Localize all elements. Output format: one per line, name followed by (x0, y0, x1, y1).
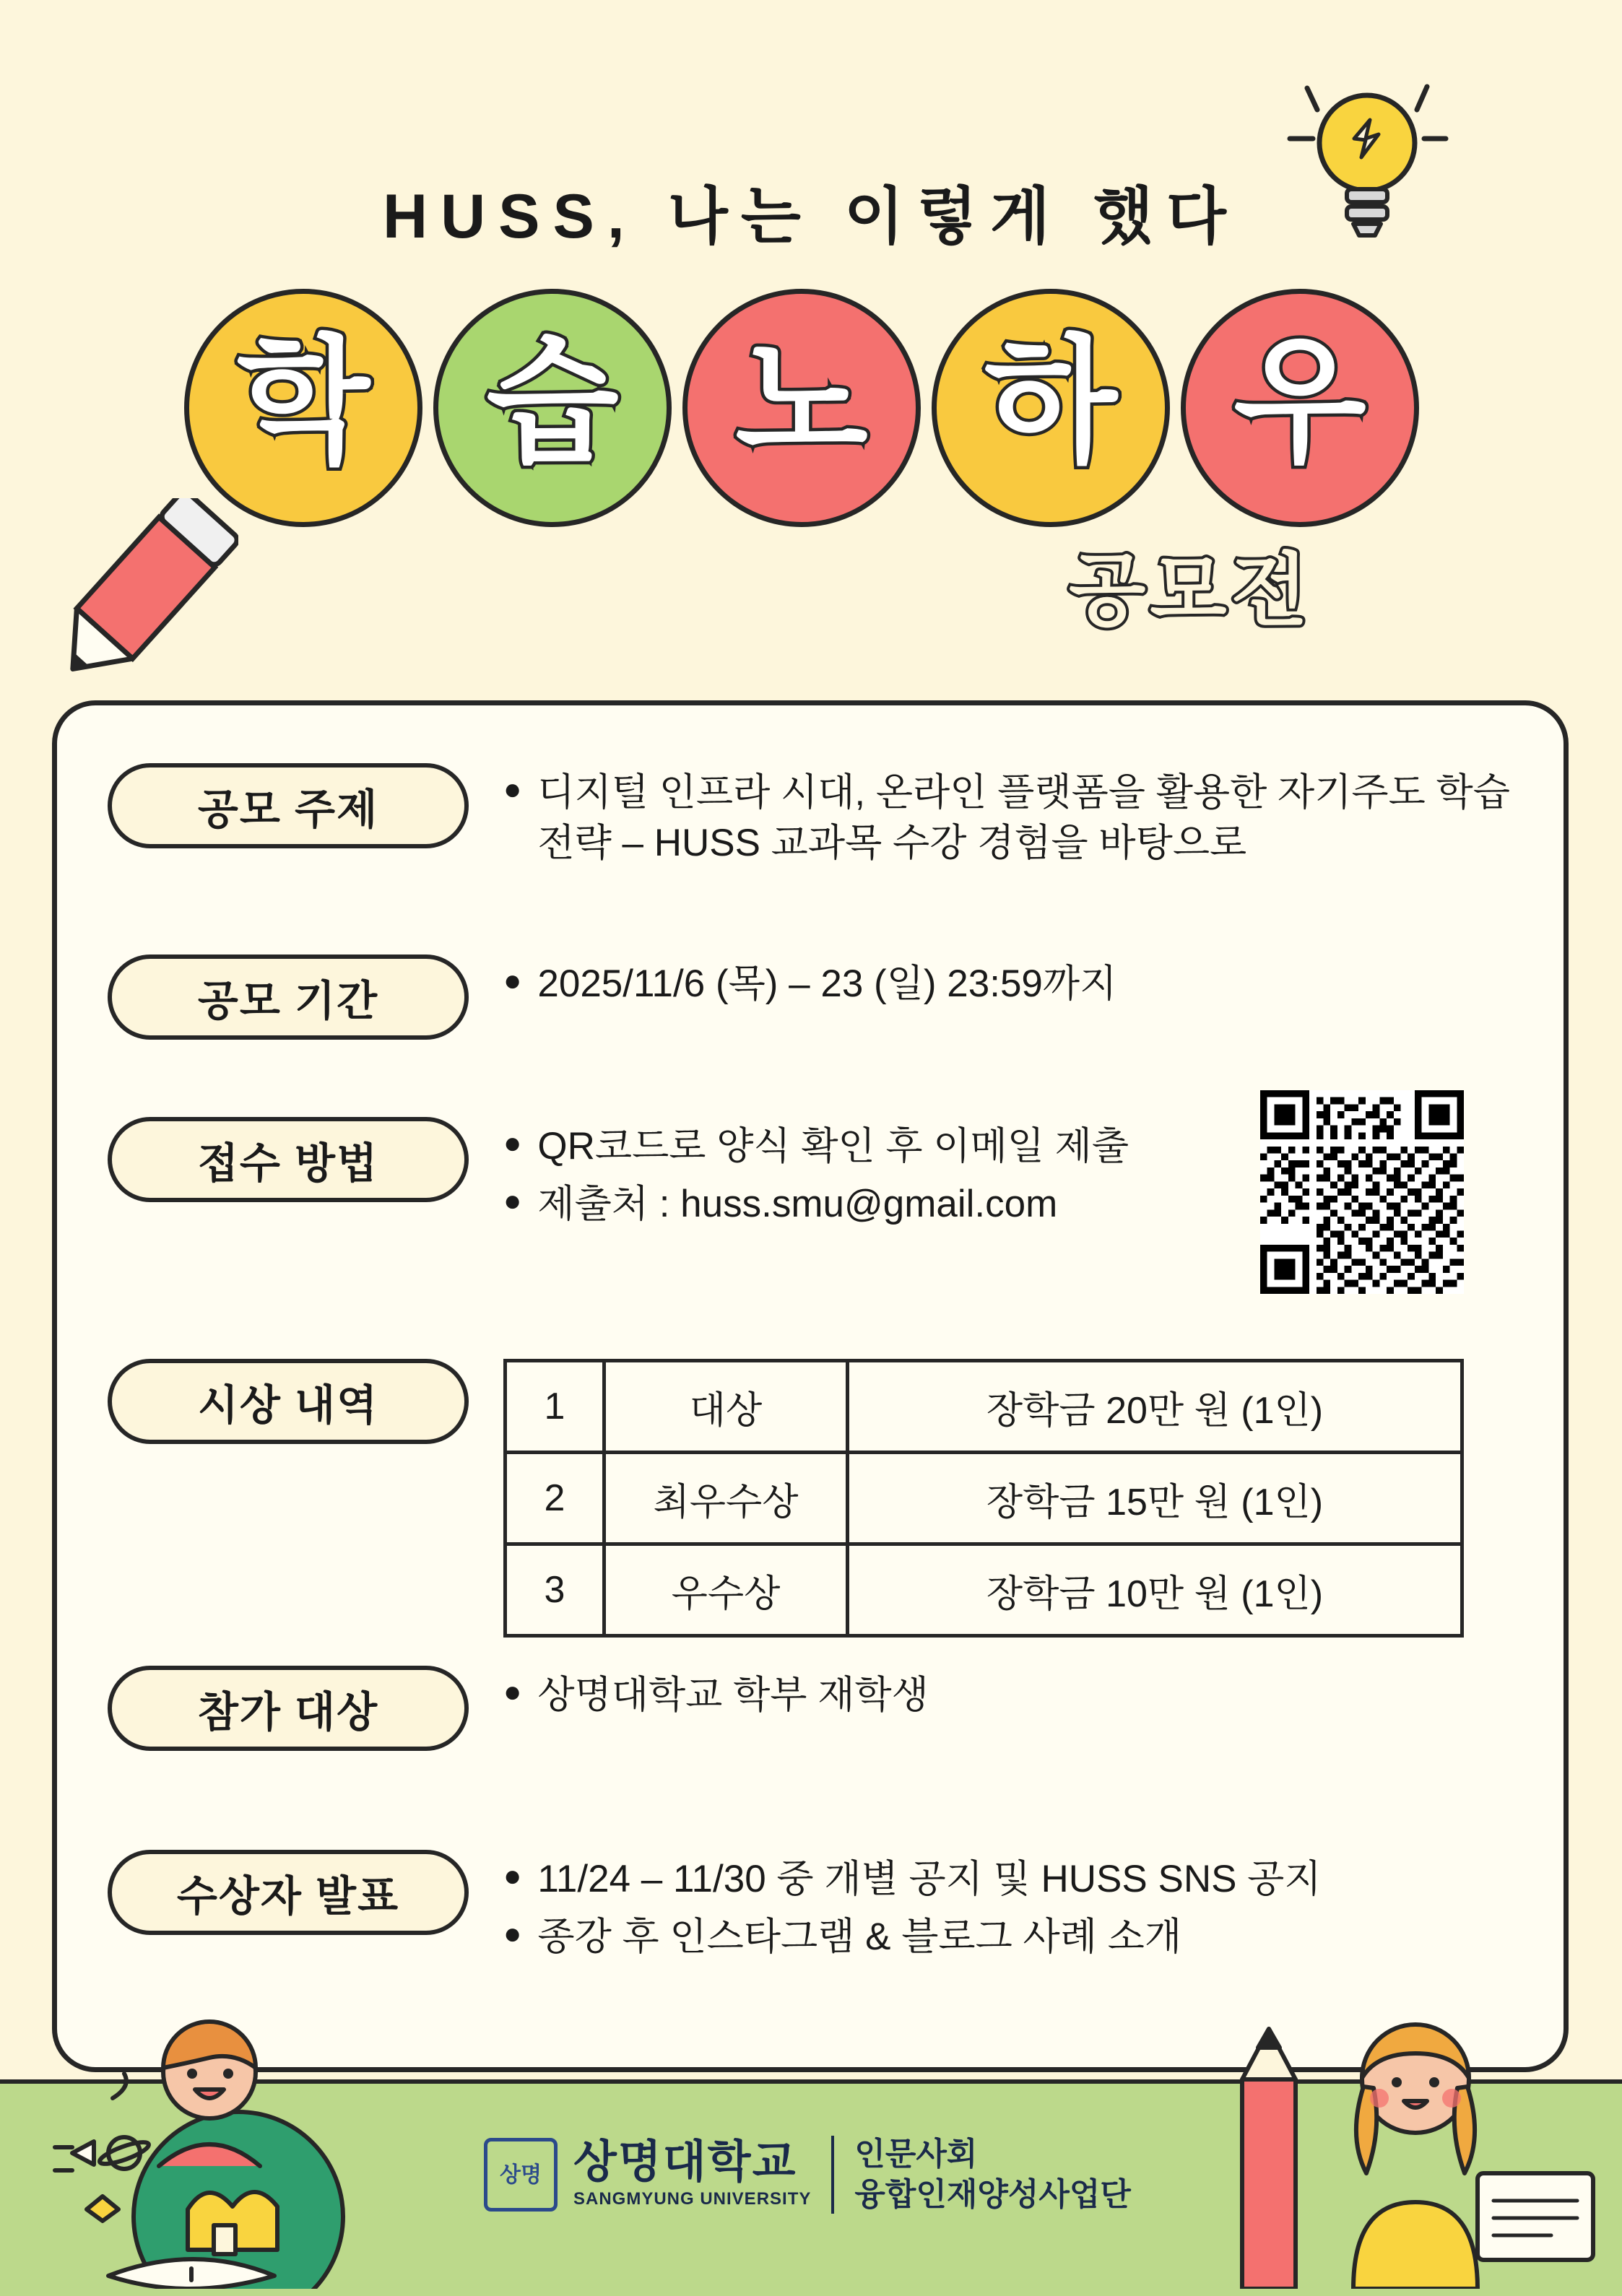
prize-rank: 2 (506, 1453, 604, 1544)
bullet-dot: ● (503, 1674, 522, 1708)
table-row (506, 1361, 1462, 1453)
list-item (503, 1121, 1129, 1172)
list-item (503, 1670, 929, 1721)
department-line-2: 융합인재양성사업단 (854, 2177, 1131, 2213)
bullet-dot: ● (503, 1915, 522, 1950)
bullet-dot: ● (503, 772, 522, 806)
circle-letter (433, 289, 672, 527)
list-item-text: 종강 후 인스타그램 & 블로그 사례 소개 (537, 1915, 1182, 1958)
prize-amount: 장학금 10만 원 (1인) (848, 1544, 1462, 1636)
prize-table (503, 1359, 1464, 1638)
university-emblem-icon: 상명 (484, 2138, 558, 2212)
list-item (503, 1854, 1322, 1905)
footer-logo-block (484, 2134, 1131, 2216)
list-item-text: 제출처 : huss.smu@gmail.com (537, 1182, 1058, 1225)
logo-divider (831, 2136, 834, 2214)
circle-letter-text: 하 (984, 326, 1117, 479)
prize-name: 대상 (604, 1361, 848, 1453)
qr-code[interactable] (1260, 1090, 1464, 1294)
prize-amount: 장학금 20만 원 (1인) (848, 1361, 1462, 1453)
list-item (503, 959, 1116, 1009)
section-tag: 참가 대상 (108, 1666, 469, 1751)
section-content (503, 955, 1116, 1017)
circle-letter (184, 289, 422, 527)
table-row (506, 1453, 1462, 1544)
circle-letter (682, 289, 921, 527)
prize-name: 우수상 (604, 1544, 848, 1636)
section-eligibility (108, 1666, 929, 1751)
bullet-dot: ● (503, 1183, 522, 1217)
info-card (52, 700, 1569, 2072)
list-item-text: QR코드로 양식 확인 후 이메일 제출 (537, 1125, 1129, 1167)
section-content (503, 763, 1527, 876)
bullet-dot: ● (503, 1126, 522, 1160)
circle-letter (1181, 289, 1419, 527)
university-name-ko: 상명대학교 (573, 2137, 797, 2188)
section-announcement (108, 1850, 1322, 1970)
department-name (854, 2134, 1131, 2216)
circle-letter-text: 노 (735, 326, 868, 479)
section-tag: 수상자 발표 (108, 1850, 469, 1935)
pencil-icon (29, 498, 238, 700)
department-line-1: 인문사회 (854, 2136, 978, 2172)
page-title: HUSS, 나는 이렇게 했다 (382, 182, 1240, 251)
university-name (573, 2137, 812, 2209)
section-content (503, 1117, 1129, 1237)
list-item (503, 1179, 1129, 1230)
circle-letter (932, 289, 1170, 527)
section-period (108, 955, 1116, 1040)
subtitle-word: 공모전 (1069, 547, 1312, 635)
university-name-en: SANGMYUNG UNIVERSITY (573, 2189, 812, 2209)
list-item-text: 2025/11/6 (목) – 23 (일) 23:59까지 (537, 962, 1117, 1005)
section-prizes (108, 1359, 1464, 1638)
list-item-text: 디지털 인프라 시대, 온라인 플랫폼을 활용한 자기주도 학습 전략 – HUSS 교과목 수강 경험을 바탕으로 (537, 771, 1510, 864)
bullet-dot: ● (503, 1858, 522, 1892)
prize-amount: 장학금 15만 원 (1인) (848, 1453, 1462, 1544)
prize-name: 최우수상 (604, 1453, 848, 1544)
prize-rank: 1 (506, 1361, 604, 1453)
circle-letter-text: 습 (486, 326, 619, 479)
section-submission (108, 1117, 1129, 1237)
section-content (503, 1850, 1322, 1970)
table-row (506, 1544, 1462, 1636)
bullet-dot: ● (503, 963, 522, 997)
section-topic (108, 763, 1527, 876)
circle-letter-text: 학 (237, 326, 370, 479)
kid-with-pencil-illustration (1199, 1993, 1603, 2289)
section-tag: 공모 주제 (108, 763, 469, 848)
list-item (503, 767, 1527, 869)
section-tag: 시상 내역 (108, 1359, 469, 1444)
circle-word (184, 289, 1455, 527)
section-tag: 접수 방법 (108, 1117, 469, 1202)
circle-letter-text: 우 (1233, 326, 1366, 479)
list-item-text: 11/24 – 11/30 중 개별 공지 및 HUSS SNS 공지 (537, 1858, 1322, 1900)
prize-rank: 3 (506, 1544, 604, 1636)
list-item (503, 1912, 1322, 1962)
list-item-text: 상명대학교 학부 재학생 (537, 1674, 929, 1716)
kid-reading-illustration (43, 1993, 404, 2289)
section-tag: 공모 기간 (108, 955, 469, 1040)
section-content (503, 1666, 929, 1728)
